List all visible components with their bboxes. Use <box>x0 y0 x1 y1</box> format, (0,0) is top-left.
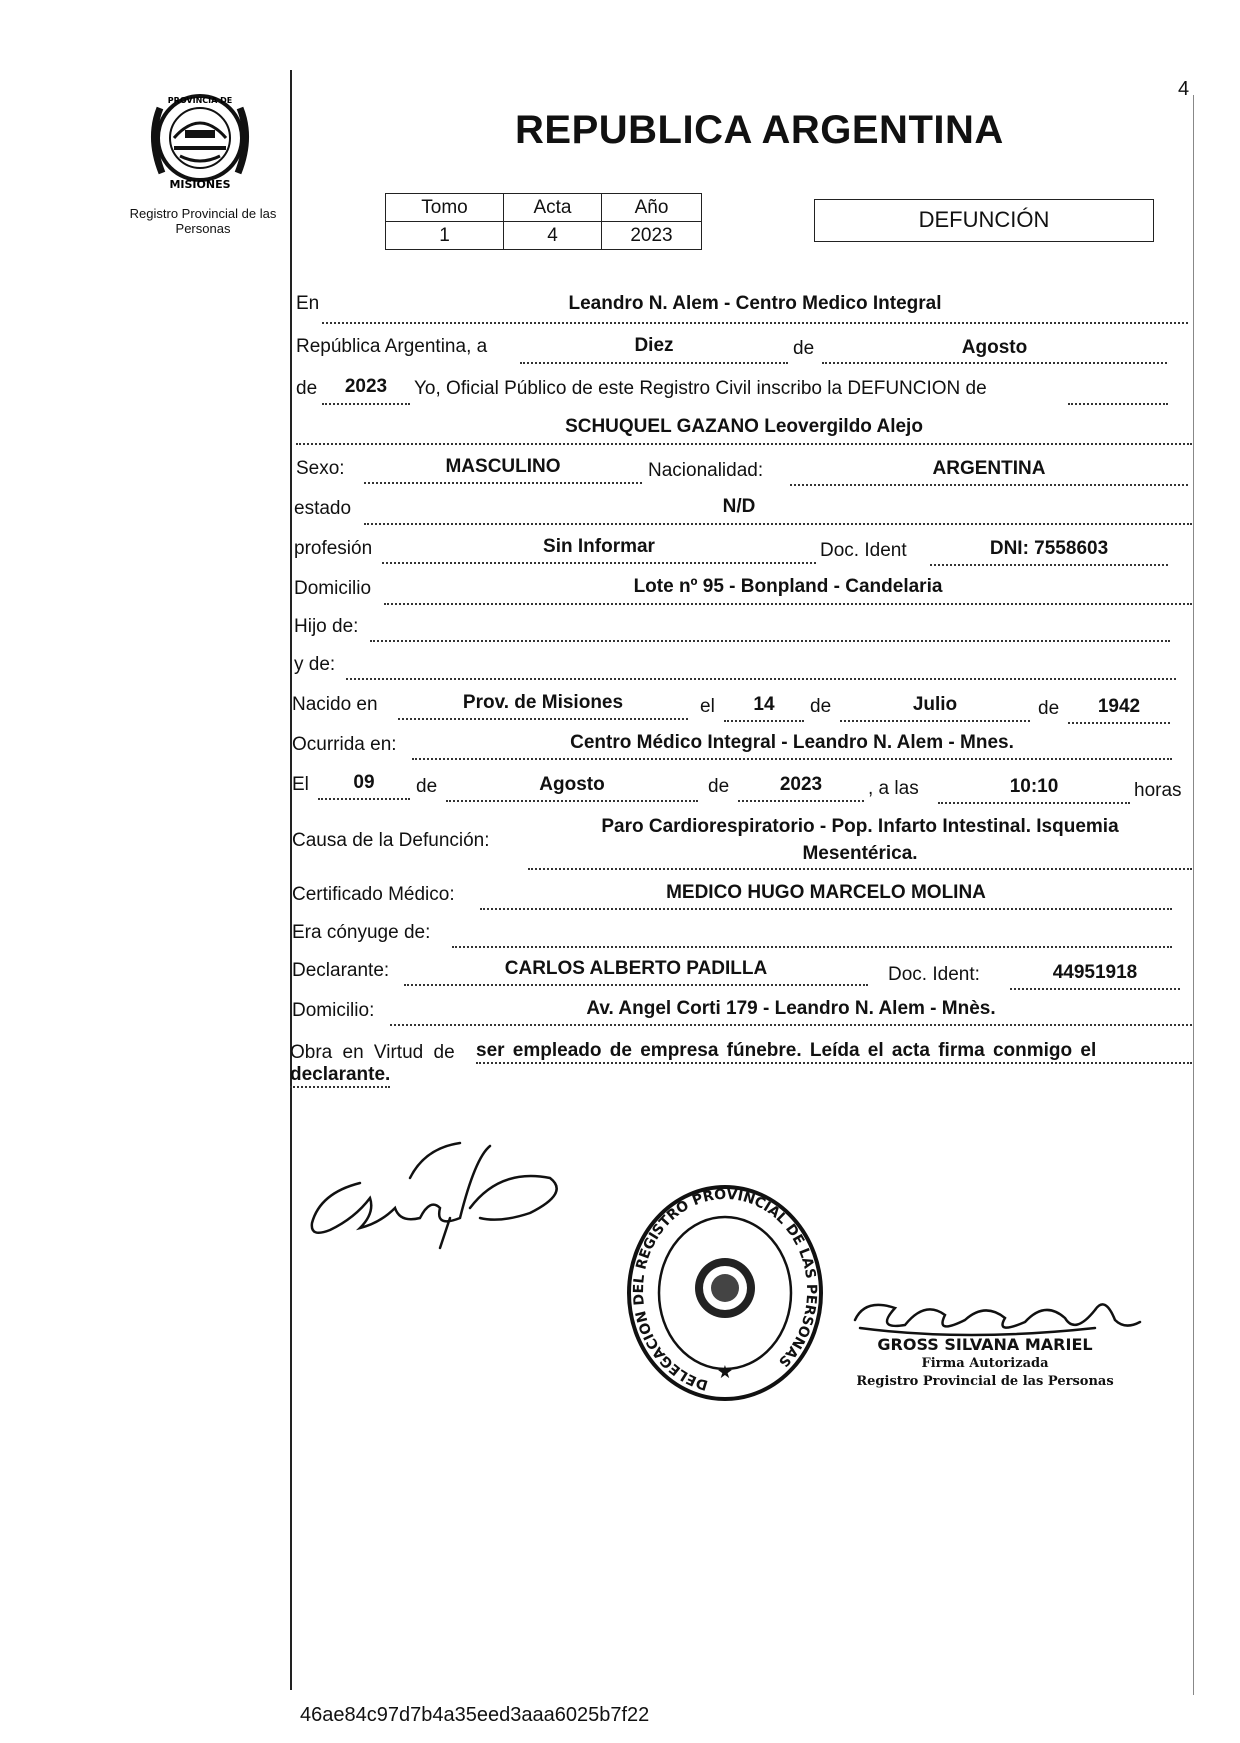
ocurrida-label: Ocurrida en: <box>292 734 397 755</box>
death-time: 10:10 <box>1009 776 1059 797</box>
obra-value-line-1: ser empleado de empresa fúnebre. Leída el acta firma conmigo el <box>476 1040 1192 1064</box>
el-label: el <box>700 696 715 717</box>
horas-label: horas <box>1134 780 1182 801</box>
certificado-value: MEDICO HUGO MARCELO MOLINA <box>666 882 986 903</box>
estado-dotted-line <box>364 523 1192 525</box>
seal-top-text: PROVINCIA DE <box>167 96 233 105</box>
birth-month: Julio <box>912 694 958 715</box>
acta-header: Acta <box>504 194 602 222</box>
y-de-dotted-line <box>346 678 1176 680</box>
de-label-4: de <box>1038 698 1060 719</box>
seal-bottom-text: MISIONES <box>169 178 231 191</box>
causa-dotted-line <box>528 868 1192 870</box>
en-label: En <box>296 293 320 314</box>
certificado-dotted-line <box>480 908 1172 910</box>
y-de-label: y de: <box>294 654 336 675</box>
de-label-6: de <box>708 776 730 797</box>
birth-year: 1942 <box>1097 696 1141 717</box>
de-label-2: de <box>296 378 318 399</box>
anio-value: 2023 <box>602 222 702 250</box>
declarant-signature <box>300 1138 570 1258</box>
de-label-1: de <box>793 338 815 359</box>
delegation-stamp <box>625 1183 825 1403</box>
hijo-dotted-line <box>370 640 1170 642</box>
republica-label: República Argentina, a <box>296 336 488 357</box>
ocurrida-value: Centro Médico Integral - Leandro N. Alem - Mnes. <box>570 732 1014 753</box>
year-value: 2023 <box>344 376 388 397</box>
doc-ident2-value: 44951918 <box>1052 962 1138 983</box>
doc-ident2-dotted-line <box>1010 988 1180 990</box>
estado-label: estado <box>294 498 352 519</box>
birth-year-dotted-line <box>1068 722 1170 724</box>
statement-dotted-line <box>1068 403 1168 405</box>
register-table-header-row <box>386 194 702 222</box>
death-year-dotted-line <box>738 800 864 802</box>
death-month: Agosto <box>539 774 605 795</box>
en-dotted-line <box>322 322 1188 324</box>
obra-value-line-2: declarante. <box>290 1064 390 1088</box>
month-value: Agosto <box>961 337 1028 358</box>
causa-line-2: Mesentérica. <box>802 843 918 864</box>
estado-value: N/D <box>722 496 756 517</box>
conyuge-label: Era cónyuge de: <box>292 922 431 943</box>
agency-name: Registro Provincial de las Personas <box>129 206 277 236</box>
en-value: Leandro N. Alem - Centro Medico Integral <box>568 293 942 314</box>
day-dotted-line <box>520 362 788 364</box>
nacionalidad-dotted-line <box>790 484 1188 486</box>
declarante-label: Declarante: <box>292 960 390 981</box>
causa-line-1: Paro Cardiorespiratorio - Pop. Infarto Intestinal. Isquemia <box>601 816 1119 837</box>
el-cap-label: El <box>292 774 309 795</box>
register-table-value-row <box>386 222 702 250</box>
doc-ident-dotted-line <box>930 564 1168 566</box>
de-label-3: de <box>810 696 832 717</box>
de-label-5: de <box>416 776 438 797</box>
domicilio-dotted-line <box>384 603 1192 605</box>
death-time-dotted-line <box>938 802 1130 804</box>
official-office: Registro Provincial de las Personas <box>856 1374 1114 1389</box>
left-margin-rule <box>290 70 292 1690</box>
official-role: Firma Autorizada <box>921 1356 1049 1371</box>
tomo-header: Tomo <box>386 194 504 222</box>
hijo-label: Hijo de: <box>294 616 359 637</box>
name-dotted-line <box>296 443 1192 445</box>
profesion-dotted-line <box>382 562 816 564</box>
birth-month-dotted-line <box>840 720 1030 722</box>
nacido-label: Nacido en <box>292 694 378 715</box>
certificado-label: Certificado Médico: <box>292 884 455 905</box>
document-title: REPUBLICA ARGENTINA <box>515 108 1004 152</box>
statement-text: Yo, Oficial Público de este Registro Civil inscribo la DEFUNCION de <box>414 378 987 399</box>
domicilio2-dotted-line <box>390 1024 1192 1026</box>
document-hash: 46ae84c97d7b4a35eed3aaa6025b7f22 <box>300 1704 650 1726</box>
official-name: GROSS SILVANA MARIEL <box>877 1335 1093 1354</box>
death-day-dotted-line <box>318 798 410 800</box>
obra-label: Obra en Virtud de <box>290 1042 455 1063</box>
death-month-dotted-line <box>446 800 698 802</box>
nacionalidad-label: Nacionalidad: <box>648 460 764 481</box>
document-type-box: DEFUNCIÓN <box>814 199 1154 242</box>
tomo-value: 1 <box>386 222 504 250</box>
domicilio-value: Lote nº 95 - Bonpland - Candelaria <box>633 576 943 597</box>
provincial-seal-logo <box>140 78 260 198</box>
nacionalidad-value: ARGENTINA <box>932 458 1046 479</box>
nacido-value: Prov. de Misiones <box>462 692 624 713</box>
birth-day-dotted-line <box>724 720 804 722</box>
deceased-name: SCHUQUEL GAZANO Leovergildo Alejo <box>565 416 923 437</box>
sexo-value: MASCULINO <box>445 456 561 477</box>
profesion-label: profesión <box>294 538 373 559</box>
conyuge-dotted-line <box>452 946 1172 948</box>
death-day: 09 <box>353 772 375 793</box>
ocurrida-dotted-line <box>412 758 1172 760</box>
page-number: 4 <box>1178 78 1190 100</box>
declarante-dotted-line <box>404 984 868 986</box>
doc-ident2-label: Doc. Ident: <box>888 964 980 985</box>
nacido-dotted-line <box>398 718 688 720</box>
stamp-ring-text: DELEGACION DEL REGISTRO PROVINCIAL DE LAS PERSONAS <box>630 1186 820 1393</box>
domicilio2-label: Domicilio: <box>292 1000 375 1021</box>
a-las-label: , a las <box>868 778 919 799</box>
sexo-dotted-line <box>364 482 642 484</box>
doc-ident-value: DNI: 7558603 <box>989 538 1109 559</box>
anio-header: Año <box>602 194 702 222</box>
right-margin-rule <box>1193 95 1194 1695</box>
svg-text:★: ★ <box>716 1362 734 1382</box>
profesion-value: Sin Informar <box>543 536 655 557</box>
birth-day: 14 <box>753 694 775 715</box>
declarante-value: CARLOS ALBERTO PADILLA <box>504 958 768 979</box>
domicilio-label: Domicilio <box>294 578 372 599</box>
year-dotted-line <box>322 403 410 405</box>
month-dotted-line <box>822 362 1167 364</box>
acta-value: 4 <box>504 222 602 250</box>
register-table <box>385 193 702 250</box>
sexo-label: Sexo: <box>296 458 345 479</box>
day-value: Diez <box>634 335 674 356</box>
doc-ident-label: Doc. Ident <box>820 540 907 561</box>
death-year: 2023 <box>779 774 823 795</box>
causa-label: Causa de la Defunción: <box>292 830 490 851</box>
domicilio2-value: Av. Angel Corti 179 - Leandro N. Alem - Mnès. <box>586 998 996 1019</box>
